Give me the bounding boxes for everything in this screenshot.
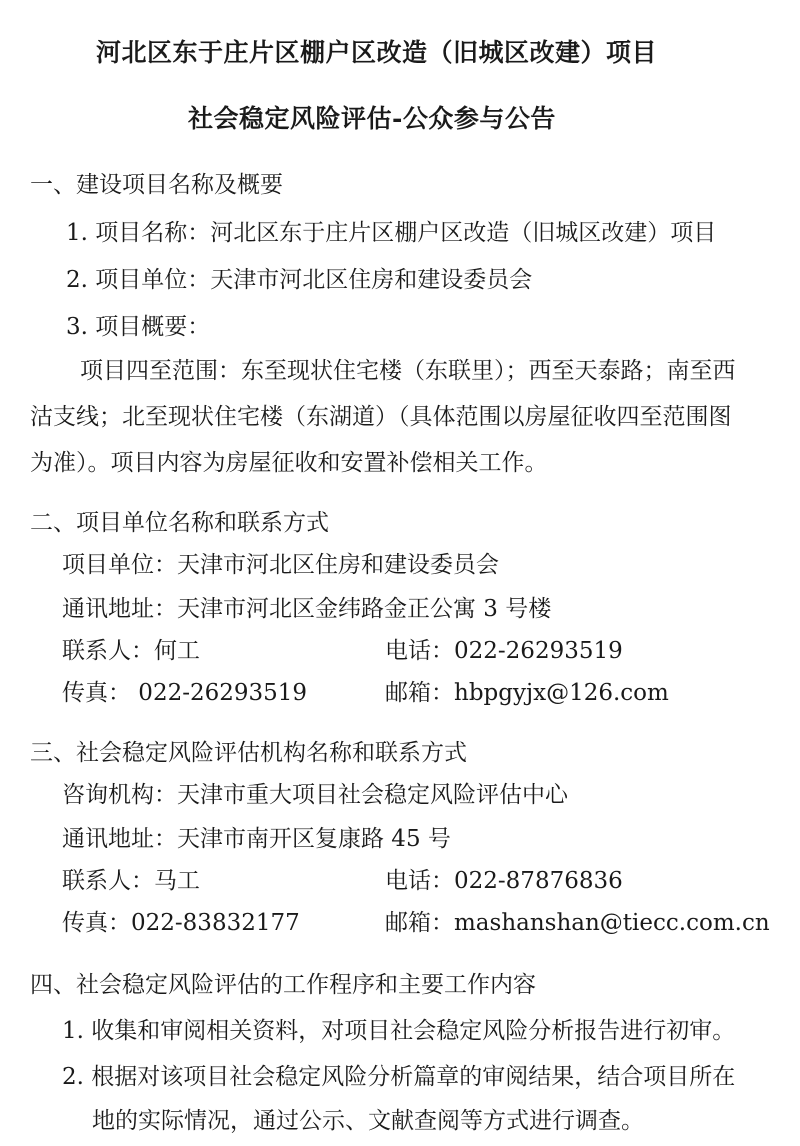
section-3-contact: 联系人：马工 xyxy=(62,868,200,894)
section-2-unit: 项目单位：天津市河北区住房和建设委员会 xyxy=(62,552,499,578)
section-1-item-2: 2. 项目单位：天津市河北区住房和建设委员会 xyxy=(66,267,533,293)
section-3-heading: 三、社会稳定风险评估机构名称和联系方式 xyxy=(30,740,467,766)
section-3-email: 邮箱：mashanshan@tiecc.com.cn xyxy=(385,910,770,936)
section-4-item-2-line-1: 2. 根据对该项目社会稳定风险分析篇章的审阅结果，结合项目所在 xyxy=(62,1064,736,1090)
section-2-heading: 二、项目单位名称和联系方式 xyxy=(30,510,329,536)
document-subtitle: 社会稳定风险评估-公众参与公告 xyxy=(188,104,556,133)
section-3-phone: 电话：022-87876836 xyxy=(385,868,623,894)
document-title: 河北区东于庄片区棚户区改造（旧城区改建）项目 xyxy=(96,38,658,67)
section-1-paragraph-line-3: 为准）。项目内容为房屋征收和安置补偿相关工作。 xyxy=(30,450,548,476)
section-4-item-1: 1. 收集和审阅相关资料，对项目社会稳定风险分析报告进行初审。 xyxy=(62,1018,736,1044)
section-4-item-2-line-2: 地的实际情况，通过公示、文献查阅等方式进行调查。 xyxy=(92,1108,644,1134)
section-1-heading: 一、建设项目名称及概要 xyxy=(30,172,283,198)
section-3-org: 咨询机构：天津市重大项目社会稳定风险评估中心 xyxy=(62,782,568,808)
section-2-contact: 联系人：何工 xyxy=(62,638,200,664)
section-2-fax: 传真： 022-26293519 xyxy=(62,680,308,706)
section-4-heading: 四、社会稳定风险评估的工作程序和主要工作内容 xyxy=(30,972,536,998)
section-3-address: 通讯地址：天津市南开区复康路 45 号 xyxy=(62,826,451,852)
section-1-paragraph-line-2: 沽支线；北至现状住宅楼（东湖道）（具体范围以房屋征收四至范围图 xyxy=(30,404,732,430)
section-3-fax: 传真：022-83832177 xyxy=(62,910,300,936)
section-1-item-1: 1. 项目名称：河北区东于庄片区棚户区改造（旧城区改建）项目 xyxy=(66,220,717,246)
section-2-address: 通讯地址：天津市河北区金纬路金正公寓 3 号楼 xyxy=(62,596,552,622)
section-2-email: 邮箱：hbpgyjx@126.com xyxy=(385,680,669,706)
section-1-paragraph-line-1: 项目四至范围：东至现状住宅楼（东联里）；西至天泰路；南至西 xyxy=(80,358,736,384)
section-2-phone: 电话：022-26293519 xyxy=(385,638,623,664)
section-1-item-3: 3. 项目概要： xyxy=(66,314,211,340)
